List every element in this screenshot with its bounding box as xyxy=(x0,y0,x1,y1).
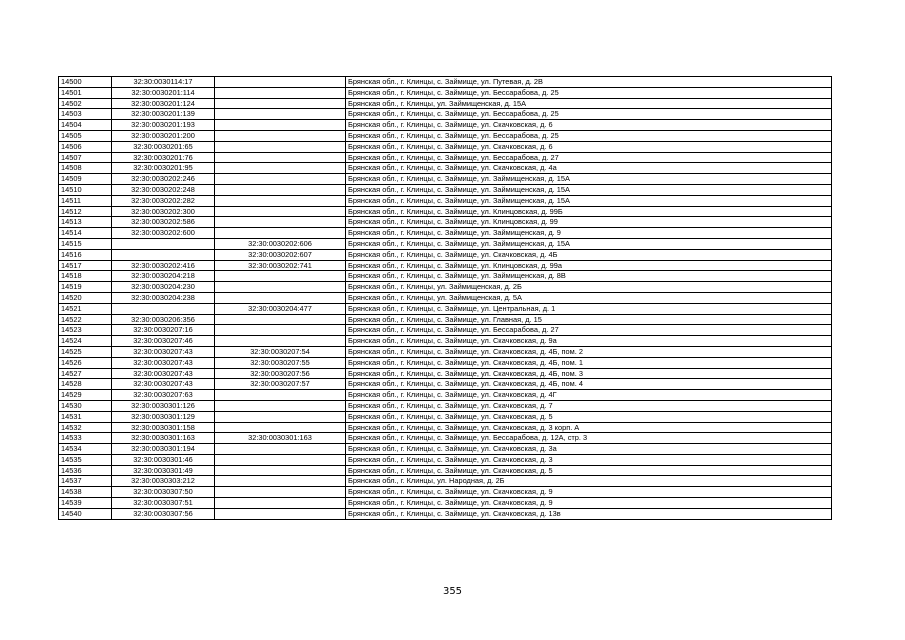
related-cadastral-cell xyxy=(215,498,346,509)
address-cell: Брянская обл., г. Клинцы, ул. Народная, д. 2Б xyxy=(346,476,832,487)
related-cadastral-cell: 32:30:0030207:57 xyxy=(215,379,346,390)
table-row xyxy=(59,465,832,476)
address-cell: Брянская обл., г. Клинцы, с. Займище, ул. Скачковская, д. 6 xyxy=(346,141,832,152)
table-row xyxy=(59,357,832,368)
related-cadastral-cell xyxy=(215,476,346,487)
address-cell: Брянская обл., г. Клинцы, с. Займище, ул. Займищенская, д. 15А xyxy=(346,238,832,249)
address-cell: Брянская обл., г. Клинцы, с. Займище, ул. Скачковская, д. 5 xyxy=(346,465,832,476)
table-row xyxy=(59,487,832,498)
table-row xyxy=(59,228,832,239)
address-cell: Брянская обл., г. Клинцы, с. Займище, ул. Бессарабова, д. 12А, стр. 3 xyxy=(346,433,832,444)
cadastral-number-cell: 32:30:0030307:56 xyxy=(112,508,215,519)
cadastral-number-cell: 32:30:0030301:129 xyxy=(112,411,215,422)
row-number-cell: 14515 xyxy=(59,238,112,249)
cadastral-number-cell: 32:30:0030202:248 xyxy=(112,184,215,195)
related-cadastral-cell: 32:30:0030202:741 xyxy=(215,260,346,271)
address-cell: Брянская обл., г. Клинцы, с. Займище, ул. Займищенская, д. 9 xyxy=(346,228,832,239)
address-cell: Брянская обл., г. Клинцы, ул. Займищенская, д. 5А xyxy=(346,292,832,303)
row-number-cell: 14526 xyxy=(59,357,112,368)
table-row xyxy=(59,433,832,444)
table-row xyxy=(59,314,832,325)
related-cadastral-cell xyxy=(215,411,346,422)
address-cell: Брянская обл., г. Клинцы, с. Займище, ул. Бессарабова, д. 25 xyxy=(346,87,832,98)
cadastral-number-cell: 32:30:0030301:126 xyxy=(112,400,215,411)
cadastral-number-cell: 32:30:0030201:200 xyxy=(112,130,215,141)
address-cell: Брянская обл., г. Клинцы, с. Займище, ул. Скачковская, д. 7 xyxy=(346,400,832,411)
related-cadastral-cell xyxy=(215,465,346,476)
address-cell: Брянская обл., г. Клинцы, ул. Займищенская, д. 2Б xyxy=(346,282,832,293)
table-row xyxy=(59,325,832,336)
row-number-cell: 14514 xyxy=(59,228,112,239)
registry-table-body xyxy=(59,77,832,520)
related-cadastral-cell xyxy=(215,184,346,195)
related-cadastral-cell xyxy=(215,228,346,239)
address-cell: Брянская обл., г. Клинцы, с. Займище, ул. Центральная, д. 1 xyxy=(346,303,832,314)
cadastral-number-cell: 32:30:0030207:43 xyxy=(112,357,215,368)
cadastral-number-cell: 32:30:0030201:139 xyxy=(112,109,215,120)
table-row xyxy=(59,98,832,109)
cadastral-number-cell: 32:30:0030303:212 xyxy=(112,476,215,487)
table-row xyxy=(59,476,832,487)
table-row xyxy=(59,163,832,174)
related-cadastral-cell: 32:30:0030207:56 xyxy=(215,368,346,379)
cadastral-number-cell: 32:30:0030201:124 xyxy=(112,98,215,109)
cadastral-number-cell: 32:30:0030202:600 xyxy=(112,228,215,239)
related-cadastral-cell xyxy=(215,400,346,411)
table-row xyxy=(59,141,832,152)
address-cell: Брянская обл., г. Клинцы, с. Займище, ул. Скачковская, д. 3 корп. А xyxy=(346,422,832,433)
related-cadastral-cell xyxy=(215,422,346,433)
row-number-cell: 14527 xyxy=(59,368,112,379)
row-number-cell: 14532 xyxy=(59,422,112,433)
address-cell: Брянская обл., г. Клинцы, с. Займище, ул. Скачковская, д. 3а xyxy=(346,444,832,455)
related-cadastral-cell: 32:30:0030202:607 xyxy=(215,249,346,260)
address-cell: Брянская обл., г. Клинцы, с. Займище, ул. Скачковская, д. 13в xyxy=(346,508,832,519)
address-cell: Брянская обл., г. Клинцы, с. Займище, ул. Главная, д. 15 xyxy=(346,314,832,325)
address-cell: Брянская обл., г. Клинцы, ул. Займищенская, д. 15А xyxy=(346,98,832,109)
related-cadastral-cell xyxy=(215,77,346,88)
row-number-cell: 14518 xyxy=(59,271,112,282)
address-cell: Брянская обл., г. Клинцы, с. Займище, ул. Скачковская, д. 4Б, пом. 1 xyxy=(346,357,832,368)
table-row xyxy=(59,303,832,314)
related-cadastral-cell xyxy=(215,152,346,163)
related-cadastral-cell xyxy=(215,508,346,519)
row-number-cell: 14511 xyxy=(59,195,112,206)
table-row xyxy=(59,77,832,88)
address-cell: Брянская обл., г. Клинцы, с. Займище, ул. Займищенская, д. 15А xyxy=(346,195,832,206)
row-number-cell: 14510 xyxy=(59,184,112,195)
row-number-cell: 14535 xyxy=(59,454,112,465)
row-number-cell: 14521 xyxy=(59,303,112,314)
related-cadastral-cell xyxy=(215,130,346,141)
cadastral-number-cell xyxy=(112,303,215,314)
row-number-cell: 14512 xyxy=(59,206,112,217)
row-number-cell: 14525 xyxy=(59,346,112,357)
cadastral-number-cell: 32:30:0030207:43 xyxy=(112,368,215,379)
row-number-cell: 14513 xyxy=(59,217,112,228)
table-row xyxy=(59,195,832,206)
table-row xyxy=(59,260,832,271)
row-number-cell: 14538 xyxy=(59,487,112,498)
table-row xyxy=(59,174,832,185)
cadastral-number-cell xyxy=(112,249,215,260)
related-cadastral-cell xyxy=(215,292,346,303)
cadastral-number-cell: 32:30:0030307:50 xyxy=(112,487,215,498)
row-number-cell: 14507 xyxy=(59,152,112,163)
address-cell: Брянская обл., г. Клинцы, с. Займище, ул. Скачковская, д. 3 xyxy=(346,454,832,465)
related-cadastral-cell xyxy=(215,217,346,228)
row-number-cell: 14505 xyxy=(59,130,112,141)
table-row xyxy=(59,390,832,401)
related-cadastral-cell: 32:30:0030204:477 xyxy=(215,303,346,314)
cadastral-number-cell: 32:30:0030207:46 xyxy=(112,336,215,347)
related-cadastral-cell xyxy=(215,390,346,401)
row-number-cell: 14539 xyxy=(59,498,112,509)
cadastral-number-cell: 32:30:0030301:158 xyxy=(112,422,215,433)
address-cell: Брянская обл., г. Клинцы, с. Займище, ул. Займищенская, д. 8В xyxy=(346,271,832,282)
row-number-cell: 14508 xyxy=(59,163,112,174)
related-cadastral-cell xyxy=(215,336,346,347)
cadastral-number-cell: 32:30:0030301:46 xyxy=(112,454,215,465)
table-row xyxy=(59,336,832,347)
address-cell: Брянская обл., г. Клинцы, с. Займище, ул. Скачковская, д. 6 xyxy=(346,120,832,131)
address-cell: Брянская обл., г. Клинцы, с. Займище, ул. Скачковская, д. 9 xyxy=(346,498,832,509)
cadastral-number-cell: 32:30:0030301:163 xyxy=(112,433,215,444)
row-number-cell: 14524 xyxy=(59,336,112,347)
cadastral-number-cell: 32:30:0030202:282 xyxy=(112,195,215,206)
address-cell: Брянская обл., г. Клинцы, с. Займище, ул. Клинцовская, д. 99а xyxy=(346,260,832,271)
row-number-cell: 14533 xyxy=(59,433,112,444)
row-number-cell: 14523 xyxy=(59,325,112,336)
table-row xyxy=(59,184,832,195)
row-number-cell: 14504 xyxy=(59,120,112,131)
row-number-cell: 14506 xyxy=(59,141,112,152)
table-row xyxy=(59,498,832,509)
related-cadastral-cell xyxy=(215,163,346,174)
cadastral-number-cell: 32:30:0030301:49 xyxy=(112,465,215,476)
related-cadastral-cell xyxy=(215,174,346,185)
address-cell: Брянская обл., г. Клинцы, с. Займище, ул. Бессарабова, д. 27 xyxy=(346,325,832,336)
table-row xyxy=(59,422,832,433)
row-number-cell: 14503 xyxy=(59,109,112,120)
cadastral-number-cell: 32:30:0030201:193 xyxy=(112,120,215,131)
page-number: 355 xyxy=(442,586,463,597)
cadastral-number-cell: 32:30:0030201:114 xyxy=(112,87,215,98)
cadastral-number-cell: 32:30:0030301:194 xyxy=(112,444,215,455)
address-cell: Брянская обл., г. Клинцы, с. Займище, ул. Скачковская, д. 4а xyxy=(346,163,832,174)
related-cadastral-cell: 32:30:0030207:54 xyxy=(215,346,346,357)
cadastral-number-cell: 32:30:0030202:246 xyxy=(112,174,215,185)
related-cadastral-cell xyxy=(215,206,346,217)
table-row xyxy=(59,379,832,390)
cadastral-number-cell: 32:30:0030201:76 xyxy=(112,152,215,163)
cadastral-number-cell: 32:30:0030206:356 xyxy=(112,314,215,325)
cadastral-number-cell: 32:30:0030114:17 xyxy=(112,77,215,88)
related-cadastral-cell xyxy=(215,487,346,498)
row-number-cell: 14534 xyxy=(59,444,112,455)
cadastral-number-cell: 32:30:0030204:230 xyxy=(112,282,215,293)
address-cell: Брянская обл., г. Клинцы, с. Займище, ул. Скачковская, д. 4Г xyxy=(346,390,832,401)
cadastral-number-cell: 32:30:0030207:43 xyxy=(112,379,215,390)
address-cell: Брянская обл., г. Клинцы, с. Займище, ул. Скачковская, д. 9 xyxy=(346,487,832,498)
address-cell: Брянская обл., г. Клинцы, с. Займище, ул. Бессарабова, д. 27 xyxy=(346,152,832,163)
address-cell: Брянская обл., г. Клинцы, с. Займище, ул. Бессарабова, д. 25 xyxy=(346,109,832,120)
table-row xyxy=(59,368,832,379)
row-number-cell: 14540 xyxy=(59,508,112,519)
table-row xyxy=(59,206,832,217)
address-cell: Брянская обл., г. Клинцы, с. Займище, ул. Скачковская, д. 4Б, пом. 3 xyxy=(346,368,832,379)
cadastral-number-cell: 32:30:0030204:218 xyxy=(112,271,215,282)
row-number-cell: 14531 xyxy=(59,411,112,422)
cadastral-number-cell: 32:30:0030201:95 xyxy=(112,163,215,174)
address-cell: Брянская обл., г. Клинцы, с. Займище, ул. Клинцовская, д. 99Б xyxy=(346,206,832,217)
related-cadastral-cell xyxy=(215,87,346,98)
related-cadastral-cell xyxy=(215,454,346,465)
row-number-cell: 14509 xyxy=(59,174,112,185)
address-cell: Брянская обл., г. Клинцы, с. Займище, ул. Займищенская, д. 15А xyxy=(346,174,832,185)
table-row xyxy=(59,249,832,260)
table-row xyxy=(59,217,832,228)
row-number-cell: 14520 xyxy=(59,292,112,303)
cadastral-number-cell: 32:30:0030204:238 xyxy=(112,292,215,303)
related-cadastral-cell xyxy=(215,109,346,120)
cadastral-number-cell: 32:30:0030202:300 xyxy=(112,206,215,217)
address-cell: Брянская обл., г. Клинцы, с. Займище, ул. Скачковская, д. 4Б, пом. 4 xyxy=(346,379,832,390)
related-cadastral-cell xyxy=(215,141,346,152)
row-number-cell: 14537 xyxy=(59,476,112,487)
row-number-cell: 14519 xyxy=(59,282,112,293)
table-row xyxy=(59,130,832,141)
address-cell: Брянская обл., г. Клинцы, с. Займище, ул. Скачковская, д. 4Б, пом. 2 xyxy=(346,346,832,357)
row-number-cell: 14536 xyxy=(59,465,112,476)
table-row xyxy=(59,87,832,98)
address-cell: Брянская обл., г. Клинцы, с. Займище, ул. Клинцовская, д. 99 xyxy=(346,217,832,228)
related-cadastral-cell: 32:30:0030207:55 xyxy=(215,357,346,368)
related-cadastral-cell: 32:30:0030301:163 xyxy=(215,433,346,444)
related-cadastral-cell xyxy=(215,120,346,131)
row-number-cell: 14529 xyxy=(59,390,112,401)
related-cadastral-cell xyxy=(215,195,346,206)
table-row xyxy=(59,346,832,357)
table-row xyxy=(59,238,832,249)
row-number-cell: 14501 xyxy=(59,87,112,98)
address-cell: Брянская обл., г. Клинцы, с. Займище, ул. Бессарабова, д. 25 xyxy=(346,130,832,141)
related-cadastral-cell xyxy=(215,282,346,293)
cadastral-number-cell: 32:30:0030207:63 xyxy=(112,390,215,401)
table-row xyxy=(59,454,832,465)
table-row xyxy=(59,282,832,293)
address-cell: Брянская обл., г. Клинцы, с. Займище, ул. Путевая, д. 2В xyxy=(346,77,832,88)
cadastral-number-cell: 32:30:0030202:586 xyxy=(112,217,215,228)
table-row xyxy=(59,444,832,455)
related-cadastral-cell xyxy=(215,325,346,336)
related-cadastral-cell xyxy=(215,271,346,282)
table-row xyxy=(59,152,832,163)
cadastral-number-cell: 32:30:0030207:16 xyxy=(112,325,215,336)
related-cadastral-cell xyxy=(215,314,346,325)
address-cell: Брянская обл., г. Клинцы, с. Займище, ул. Займищенская, д. 15А xyxy=(346,184,832,195)
table-row xyxy=(59,271,832,282)
row-number-cell: 14530 xyxy=(59,400,112,411)
table-row xyxy=(59,292,832,303)
row-number-cell: 14502 xyxy=(59,98,112,109)
cadastral-number-cell: 32:30:0030201:65 xyxy=(112,141,215,152)
cadastral-number-cell: 32:30:0030307:51 xyxy=(112,498,215,509)
address-cell: Брянская обл., г. Клинцы, с. Займище, ул. Скачковская, д. 9а xyxy=(346,336,832,347)
table-row xyxy=(59,109,832,120)
table-row xyxy=(59,400,832,411)
registry-table xyxy=(58,76,832,520)
row-number-cell: 14517 xyxy=(59,260,112,271)
address-cell: Брянская обл., г. Клинцы, с. Займище, ул. Скачковская, д. 4Б xyxy=(346,249,832,260)
row-number-cell: 14516 xyxy=(59,249,112,260)
row-number-cell: 14500 xyxy=(59,77,112,88)
address-cell: Брянская обл., г. Клинцы, с. Займище, ул. Скачковская, д. 5 xyxy=(346,411,832,422)
cadastral-number-cell: 32:30:0030202:416 xyxy=(112,260,215,271)
table-row xyxy=(59,120,832,131)
cadastral-number-cell: 32:30:0030207:43 xyxy=(112,346,215,357)
related-cadastral-cell: 32:30:0030202:606 xyxy=(215,238,346,249)
row-number-cell: 14528 xyxy=(59,379,112,390)
cadastral-number-cell xyxy=(112,238,215,249)
row-number-cell: 14522 xyxy=(59,314,112,325)
table-row xyxy=(59,508,832,519)
table-row xyxy=(59,411,832,422)
related-cadastral-cell xyxy=(215,444,346,455)
related-cadastral-cell xyxy=(215,98,346,109)
